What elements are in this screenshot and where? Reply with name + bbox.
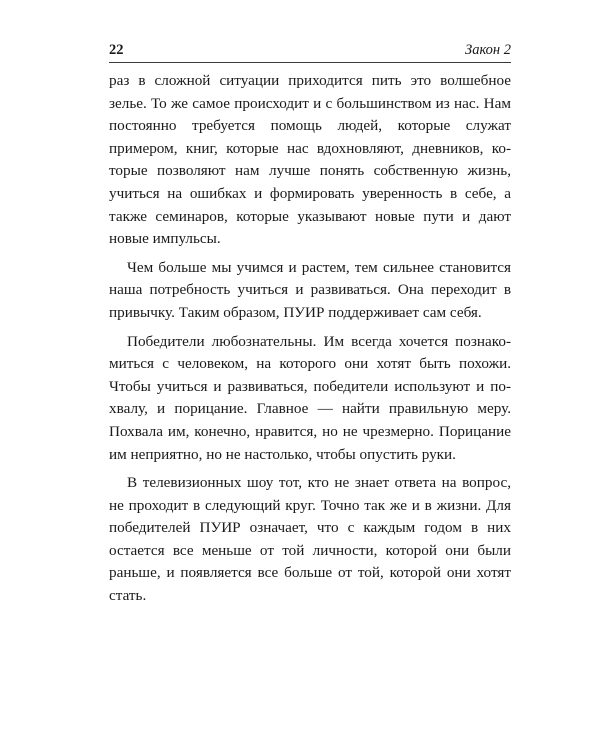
chapter-label: Закон 2 (465, 42, 511, 58)
page-number: 22 (109, 42, 124, 58)
running-header (109, 40, 511, 63)
book-page (109, 40, 511, 614)
paragraph-3: Победители любознательны. Им всегда хочется познакомиться с человеком, на которого они хотят быть похожи. Чтобы учиться и развиваться, победители используют и похвалу, и порицание. Главное — найти правильную меру. Похвала им, конечно, нравится, но не чрезмерно. Порицание им неприятно, но не настолько, чтобы опустить руки. (109, 332, 511, 463)
body-text (109, 70, 511, 608)
paragraph-2: Чем больше мы учимся и растем, тем сильнее становится наша потребность учиться и развиваться. Она переходит в привычку. Таким образом, ПУИР поддерживает сам себя. (109, 258, 511, 321)
paragraph-1: раз в сложной ситуации приходится пить это волшебное зелье. То же самое происходит и с большинством из нас. Нам постоянно требуется помощь людей, которые служат примером, книг, которые нас вдохновляют, дневников, которые позволяют нам лучше понять собственную жизнь, учиться на ошибках и формировать уверенность в себе, а также семинаров, которые указывают новые пути и дают новые импульсы. (109, 72, 511, 248)
paragraph-4: В телевизионных шоу тот, кто не знает ответа на вопрос, не проходит в следующий круг. Точно так же и в жизни. Для победителей ПУИР означает, что с каждым годом в них остается все меньше от той личности, которой они были раньше, и появляется все больше от той, которой они хотят стать. (109, 474, 511, 605)
